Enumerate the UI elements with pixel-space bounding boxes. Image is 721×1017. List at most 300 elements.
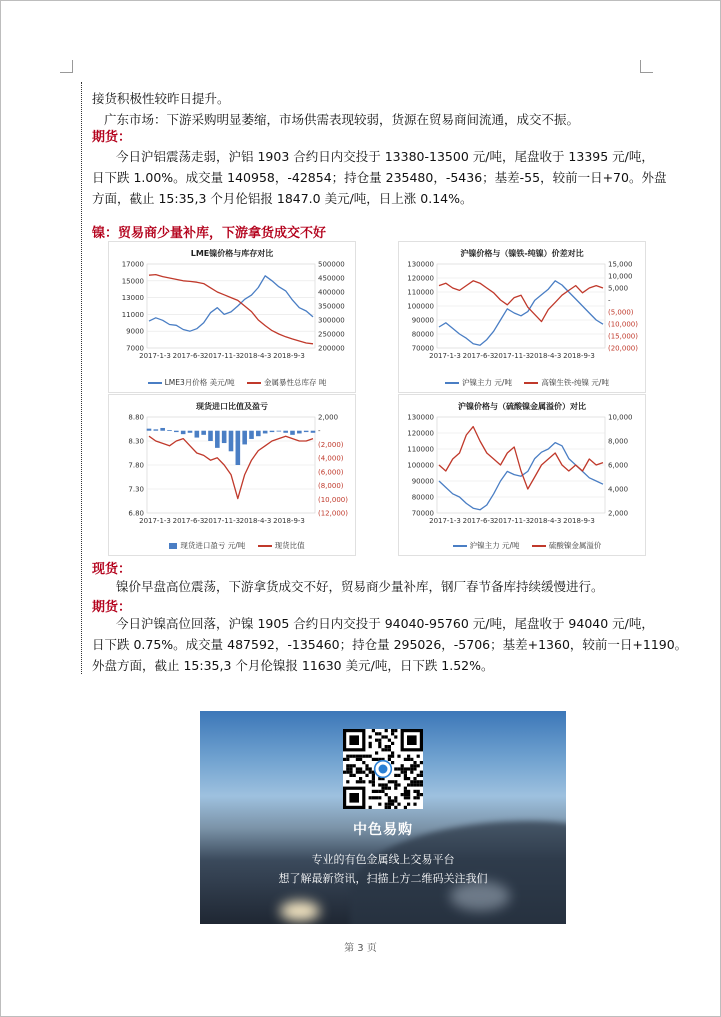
x-tick-label: 2018-4-3 — [529, 352, 562, 360]
qr-module — [346, 771, 349, 774]
qr-code-image — [343, 729, 423, 809]
bar — [201, 431, 206, 435]
x-tick-label: 2017-11-3 — [203, 352, 241, 360]
y-left-tick-label: 6.80 — [128, 509, 144, 518]
qr-module — [397, 767, 400, 770]
x-tick-label: 2017-1-3 — [429, 352, 461, 360]
y-left-tick-label: 90000 — [411, 316, 434, 325]
bar — [229, 431, 234, 452]
qr-module — [413, 767, 416, 770]
y-left-tick-label: 7000 — [126, 344, 144, 353]
qr-module — [420, 780, 423, 783]
qr-module — [404, 790, 407, 793]
qr-module — [349, 774, 352, 777]
y-right-tick-label: 6,000 — [608, 461, 629, 470]
y-left-tick-label: 110000 — [407, 288, 434, 297]
nickel-section-heading: 镍：贸易商少量补库，下游拿货成交不好 — [92, 226, 327, 241]
x-tick-label: 2017-1-3 — [139, 352, 171, 360]
qr-module — [356, 758, 359, 761]
qr-module — [410, 764, 413, 767]
qr-module — [378, 745, 381, 748]
qr-module — [359, 758, 362, 761]
y-left-tick-label: 15000 — [121, 277, 144, 286]
qr-module — [381, 787, 384, 790]
qr-module — [372, 790, 375, 793]
qr-module — [346, 758, 349, 761]
y-right-tick-label: 2,000 — [318, 413, 339, 422]
qr-module — [378, 742, 381, 745]
qr-module — [401, 793, 404, 796]
bar — [147, 429, 152, 431]
qr-module — [420, 774, 423, 777]
qr-module — [346, 755, 349, 758]
qr-module — [417, 764, 420, 767]
x-tick-label: 2017-6-3 — [172, 517, 205, 525]
y-left-tick-label: 7.80 — [128, 461, 144, 470]
qr-module — [381, 748, 384, 751]
series-line — [149, 275, 313, 344]
qr-module — [356, 755, 359, 758]
qr-module — [391, 799, 394, 802]
qr-module — [385, 793, 388, 796]
qr-module — [372, 729, 375, 732]
qr-module — [404, 777, 407, 780]
legend-label: 硫酸镍金属溢价 — [548, 541, 602, 550]
y-right-tick-label: - — [318, 427, 321, 436]
qr-module — [407, 758, 410, 761]
qr-module — [401, 771, 404, 774]
y-left-tick-label: 70000 — [411, 509, 434, 518]
qr-module — [413, 803, 416, 806]
qr-module — [378, 803, 381, 806]
bar — [208, 431, 213, 441]
bar — [270, 431, 275, 432]
qr-module — [375, 732, 378, 735]
qr-module — [407, 783, 410, 786]
qr-module — [401, 764, 404, 767]
qr-module — [372, 777, 375, 780]
qr-module — [391, 780, 394, 783]
qr-module — [394, 735, 397, 738]
chart-lme-nickel-inventory — [108, 241, 356, 393]
qr-module — [385, 748, 388, 751]
y-right-tick-label: (4,000) — [318, 454, 344, 463]
chart-legend — [109, 540, 355, 551]
qr-module — [353, 764, 356, 767]
qr-module — [388, 739, 391, 742]
qr-module — [401, 767, 404, 770]
legend-swatch-red — [247, 382, 261, 384]
y-right-tick-label: (2,000) — [318, 440, 344, 449]
qr-module — [372, 783, 375, 786]
qr-module — [372, 774, 375, 777]
qr-module — [391, 729, 394, 732]
qr-module — [413, 790, 416, 793]
qr-module — [388, 748, 391, 751]
qr-module — [362, 780, 365, 783]
qr-module — [369, 767, 372, 770]
x-tick-label: 2017-1-3 — [139, 517, 171, 525]
qr-module — [362, 755, 365, 758]
banner-tagline-1: 专业的有色金属线上交易平台 — [311, 853, 455, 866]
qr-module — [417, 790, 420, 793]
y-left-tick-label: 17000 — [121, 260, 144, 269]
chart-nickel-ferronickel-spread — [398, 241, 646, 393]
chart-title: 沪镍价格与（硫酸镍金属溢价）对比 — [458, 402, 586, 411]
y-left-tick-label: 90000 — [411, 477, 434, 486]
qr-module — [353, 755, 356, 758]
y-left-tick-label: 100000 — [407, 302, 434, 311]
legend-label: 现货比值 — [274, 541, 305, 550]
qr-code[interactable] — [343, 729, 423, 809]
qr-module — [413, 777, 416, 780]
y-right-tick-label: 300000 — [318, 316, 345, 325]
qr-finder — [407, 735, 417, 745]
y-right-tick-label: 250000 — [318, 330, 345, 339]
qr-finder — [349, 793, 359, 803]
x-tick-label: 2018-9-3 — [273, 352, 305, 360]
futures-heading-nickel: 期货： — [92, 600, 132, 615]
y-right-tick-label: 2,000 — [608, 509, 629, 518]
qr-module — [369, 771, 372, 774]
legend-label: 沪镍主力 元/吨 — [469, 541, 520, 550]
qr-module — [394, 806, 397, 809]
x-tick-label: 2017-6-3 — [462, 352, 495, 360]
x-tick-label: 2017-11-3 — [493, 517, 531, 525]
qr-module — [397, 774, 400, 777]
futures-heading: 期货： — [92, 130, 132, 145]
qr-module — [407, 803, 410, 806]
bar — [290, 431, 295, 435]
qr-module — [343, 771, 346, 774]
chart-plot — [399, 395, 645, 555]
aluminum-futures-line-3: 方面，截止 15:35,3 个月伦铝报 1847.0 美元/吨，日上涨 0.14%。 — [92, 191, 473, 206]
y-right-tick-label: 15,000 — [608, 260, 633, 269]
y-right-tick-label: (15,000) — [608, 332, 638, 341]
qr-module — [420, 771, 423, 774]
x-tick-label: 2018-4-3 — [239, 517, 272, 525]
qr-module — [404, 793, 407, 796]
chart-spot-import-ratio — [108, 394, 356, 556]
banner-background-light — [280, 901, 320, 921]
y-right-tick-label: 200000 — [318, 344, 345, 353]
y-right-tick-label: (10,000) — [318, 495, 348, 504]
qr-module — [356, 771, 359, 774]
qr-module — [375, 796, 378, 799]
qr-module — [349, 767, 352, 770]
y-right-tick-label: 8,000 — [608, 437, 629, 446]
qr-module — [362, 761, 365, 764]
qr-module — [365, 767, 368, 770]
x-tick-label: 2018-4-3 — [239, 352, 272, 360]
aluminum-futures-line-1: 今日沪铝震荡走弱，沪铝 1903 合约日内交投于 13380-13500 元/吨，尾盘收于 13395 元/吨， — [116, 149, 654, 164]
x-tick-label: 2018-9-3 — [563, 517, 595, 525]
qr-module — [394, 783, 397, 786]
y-right-tick-label: (8,000) — [318, 482, 344, 491]
series-line — [439, 427, 603, 489]
bar — [222, 431, 227, 443]
qr-module — [359, 755, 362, 758]
legend-swatch-blue — [445, 382, 459, 384]
qr-module — [404, 771, 407, 774]
banner-tagline-2: 想了解最新资讯，扫描上方二维码关注我们 — [278, 872, 488, 885]
chart-legend — [109, 377, 355, 388]
qr-module — [388, 755, 391, 758]
qr-module — [410, 783, 413, 786]
qr-module — [388, 745, 391, 748]
qr-module — [404, 758, 407, 761]
spot-heading: 现货： — [92, 562, 132, 577]
bar — [249, 431, 254, 439]
qr-module — [397, 783, 400, 786]
paragraph-guangdong: 广东市场：下游采购明显萎缩，市场供需表现较弱，货源在贸易商间流通，成交不振。 — [104, 112, 580, 127]
legend-swatch-blue — [169, 543, 177, 549]
qr-module — [385, 735, 388, 738]
bar — [283, 431, 288, 433]
qr-module — [378, 790, 381, 793]
qr-module — [394, 729, 397, 732]
nickel-futures-line-3: 外盘方面，截止 15:35,3 个月伦镍报 11630 美元/吨，日下跌 1.52%。 — [92, 658, 494, 673]
qr-module — [413, 796, 416, 799]
y-right-tick-label: 500000 — [318, 260, 345, 269]
x-tick-label: 2017-1-3 — [429, 517, 461, 525]
qr-module — [369, 742, 372, 745]
x-tick-label: 2017-6-3 — [172, 352, 205, 360]
bar — [304, 431, 309, 432]
nickel-futures-line-1: 今日沪镍高位回落，沪镍 1905 合约日内交投于 94040-95760 元/吨，尾盘收于 94040 元/吨， — [116, 616, 654, 631]
crop-mark-top-left — [60, 60, 73, 73]
bar — [195, 431, 200, 438]
qr-module — [378, 783, 381, 786]
bar — [311, 431, 316, 433]
qr-module — [353, 774, 356, 777]
chart-title: 沪镍价格与（镍铁-纯镍）价差对比 — [460, 249, 584, 258]
qr-module — [391, 755, 394, 758]
y-left-tick-label: 120000 — [407, 429, 434, 438]
qr-module — [356, 767, 359, 770]
qr-module — [388, 787, 391, 790]
qr-module — [404, 796, 407, 799]
qr-module — [372, 758, 375, 761]
qr-module — [388, 796, 391, 799]
qr-module — [378, 739, 381, 742]
qr-module — [391, 732, 394, 735]
qr-module — [388, 758, 391, 761]
x-tick-label: 2017-11-3 — [493, 352, 531, 360]
legend-swatch-red — [532, 545, 546, 547]
bar — [242, 431, 247, 445]
y-right-tick-label: (20,000) — [608, 344, 638, 353]
page-number: 第 3 页 — [344, 943, 377, 954]
qr-module — [417, 783, 420, 786]
chart-plot — [109, 395, 355, 555]
qr-module — [375, 790, 378, 793]
qr-module — [404, 806, 407, 809]
series-line — [149, 276, 313, 331]
y-right-tick-label: (12,000) — [318, 509, 348, 518]
qr-module — [372, 796, 375, 799]
qr-module — [346, 780, 349, 783]
y-left-tick-label: 7.30 — [128, 485, 144, 494]
qr-module — [385, 745, 388, 748]
y-right-tick-label: 450000 — [318, 274, 345, 283]
bar — [277, 431, 282, 432]
nickel-spot-line: 镍价早盘高位震荡，下游拿货成交不好，贸易商少量补库，钢厂春节备库持续缓慢进行。 — [116, 579, 604, 594]
qr-module — [394, 774, 397, 777]
qr-module — [413, 783, 416, 786]
qr-module — [391, 761, 394, 764]
bar — [174, 431, 179, 432]
bar — [154, 429, 159, 430]
y-left-tick-label: 8.30 — [128, 437, 144, 446]
qr-module — [375, 739, 378, 742]
legend-swatch-blue — [453, 545, 467, 547]
y-right-tick-label: 4,000 — [608, 485, 629, 494]
qr-module — [346, 764, 349, 767]
y-left-tick-label: 110000 — [407, 445, 434, 454]
bar — [188, 431, 193, 433]
qr-module — [375, 751, 378, 754]
qr-module — [375, 758, 378, 761]
y-right-tick-label: 400000 — [318, 288, 345, 297]
y-right-tick-label: (5,000) — [608, 308, 634, 317]
bar — [215, 431, 220, 448]
qr-module — [407, 755, 410, 758]
qr-module — [394, 787, 397, 790]
x-tick-label: 2018-9-3 — [273, 517, 305, 525]
qr-module — [356, 780, 359, 783]
qr-module — [413, 780, 416, 783]
qr-module — [369, 796, 372, 799]
qr-module — [385, 803, 388, 806]
qr-module — [349, 771, 352, 774]
qr-module — [394, 767, 397, 770]
qr-module — [388, 803, 391, 806]
y-left-tick-label: 9000 — [126, 327, 144, 336]
qr-module — [359, 767, 362, 770]
qr-module — [391, 751, 394, 754]
qr-finder — [349, 735, 359, 745]
qr-module — [372, 780, 375, 783]
qr-module — [343, 758, 346, 761]
y-right-tick-label: 10,000 — [608, 413, 633, 422]
y-left-tick-label: 130000 — [407, 260, 434, 269]
qr-module — [404, 767, 407, 770]
legend-label: 现货进口盈亏 元/吨 — [180, 541, 246, 550]
nickel-futures-line-2: 日下跌 0.75%。成交量 487592，-135460；持仓量 295026，-5706；基差+1360，较前一日+1190。 — [92, 637, 688, 652]
qr-module — [404, 774, 407, 777]
chart-legend — [399, 540, 645, 551]
qr-module — [391, 742, 394, 745]
qr-module — [407, 777, 410, 780]
qr-module — [407, 793, 410, 796]
legend-label: LME3月价格 美元/吨 — [164, 378, 235, 387]
qr-module — [365, 764, 368, 767]
qr-module — [369, 735, 372, 738]
qr-module — [385, 729, 388, 732]
qr-module — [369, 806, 372, 809]
legend-swatch-blue — [148, 382, 162, 384]
qr-logo-icon — [379, 765, 388, 774]
bar — [263, 431, 268, 434]
qr-module — [407, 767, 410, 770]
y-left-tick-label: 120000 — [407, 274, 434, 283]
legend-swatch-red — [258, 545, 272, 547]
qr-module — [420, 793, 423, 796]
qr-module — [365, 755, 368, 758]
chart-title: LME镍价格与库存对比 — [190, 249, 274, 258]
plot-area — [147, 264, 315, 348]
qr-module — [407, 796, 410, 799]
qr-module — [420, 761, 423, 764]
qr-module — [385, 783, 388, 786]
y-left-tick-label: 80000 — [411, 493, 434, 502]
y-left-tick-label: 13000 — [121, 294, 144, 303]
qr-module — [385, 806, 388, 809]
series-line — [439, 281, 603, 345]
y-right-tick-label: - — [608, 296, 611, 305]
legend-label: 金属暴性总库存 吨 — [264, 378, 327, 387]
qr-module — [397, 803, 400, 806]
qr-module — [391, 803, 394, 806]
brand-name: 中色易购 — [353, 822, 413, 838]
y-left-tick-label: 100000 — [407, 461, 434, 470]
qr-module — [407, 790, 410, 793]
x-tick-label: 2018-9-3 — [563, 352, 595, 360]
y-right-tick-label: (6,000) — [318, 468, 344, 477]
legend-swatch-red — [524, 382, 538, 384]
qr-module — [417, 755, 420, 758]
qr-module — [385, 787, 388, 790]
qr-module — [369, 755, 372, 758]
qr-module — [410, 780, 413, 783]
series-line — [439, 443, 603, 510]
y-right-tick-label: 5,000 — [608, 284, 629, 293]
qr-module — [359, 777, 362, 780]
qr-module — [417, 774, 420, 777]
qr-module — [369, 745, 372, 748]
qr-module — [362, 771, 365, 774]
crop-mark-top-right — [640, 60, 653, 73]
bar — [181, 431, 186, 434]
qr-module — [378, 732, 381, 735]
y-left-tick-label: 70000 — [411, 344, 434, 353]
qr-module — [413, 761, 416, 764]
qr-module — [349, 755, 352, 758]
chart-nickel-sulfate-premium — [398, 394, 646, 556]
aluminum-futures-line-2: 日下跌 1.00%。成交量 140958，-42854；持仓量 235480，-5436；基差-55，较前一日+70。外盘 — [92, 170, 667, 185]
y-left-tick-label: 8.80 — [128, 413, 144, 422]
x-tick-label: 2018-4-3 — [529, 517, 562, 525]
qr-module — [369, 780, 372, 783]
y-right-tick-label: 10,000 — [608, 272, 633, 281]
qr-module — [394, 796, 397, 799]
qr-module — [388, 780, 391, 783]
chart-title: 现货进口比值及盈亏 — [196, 402, 268, 411]
qr-module — [410, 758, 413, 761]
chart-plot — [399, 242, 645, 392]
bar — [297, 431, 302, 434]
qr-module — [417, 796, 420, 799]
qr-module — [394, 799, 397, 802]
qr-module — [394, 780, 397, 783]
paragraph-line: 接货积极性较昨日提升。 — [92, 91, 230, 106]
promo-banner — [200, 711, 566, 924]
qr-module — [410, 771, 413, 774]
y-right-tick-label: 350000 — [318, 302, 345, 311]
bar — [167, 430, 172, 431]
chart-plot — [109, 242, 355, 392]
